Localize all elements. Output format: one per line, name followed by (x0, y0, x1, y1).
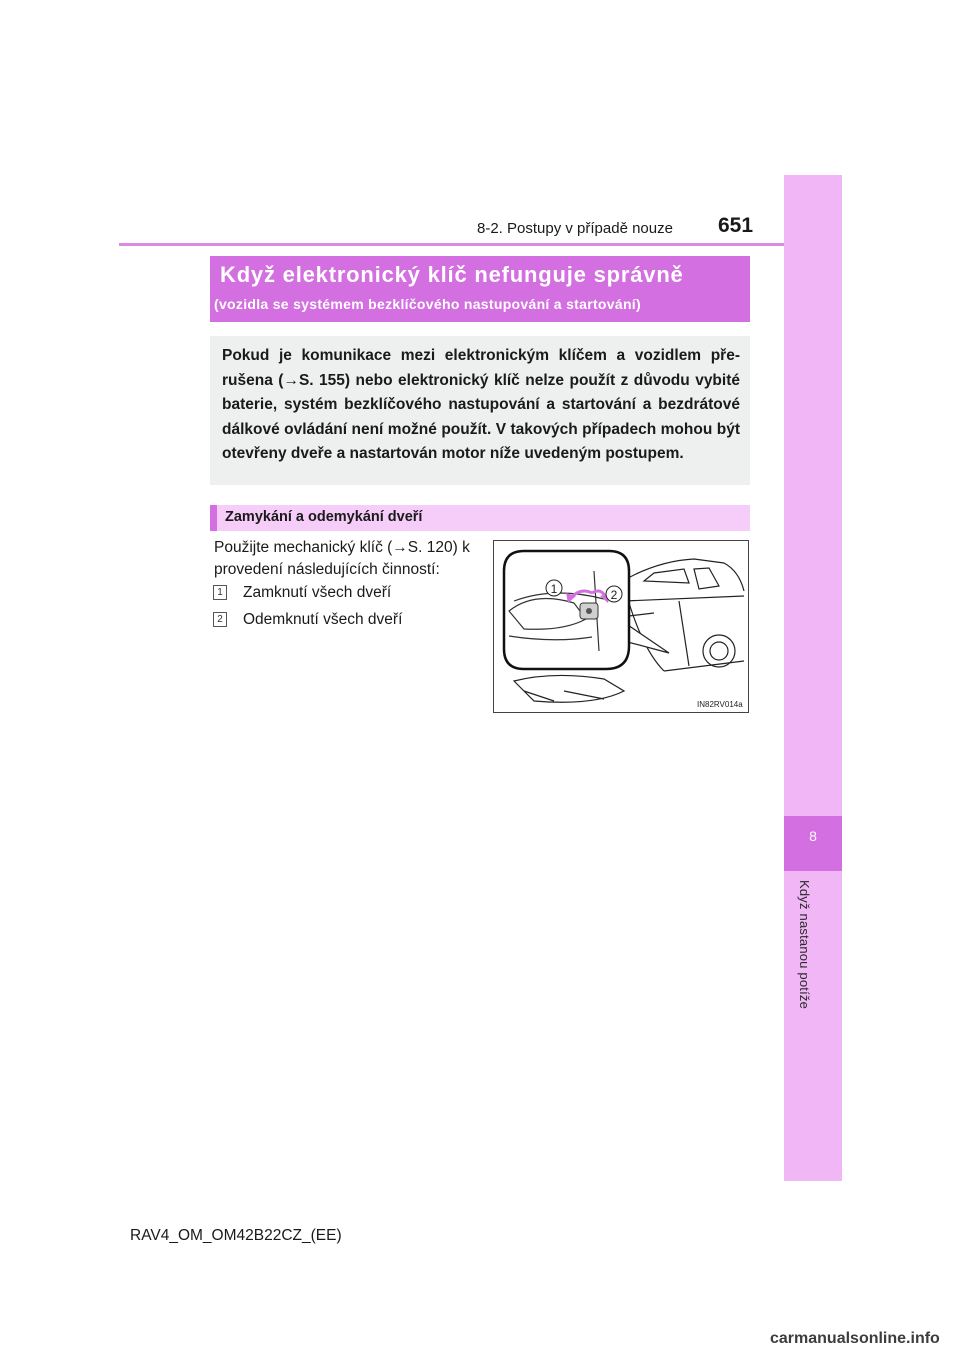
step-text: Zamknutí všech dveří (243, 584, 392, 601)
subsection-heading: Zamykání a odemykání dveří (225, 509, 423, 525)
page-subtitle: (vozidla se systémem bezklíčového nastupování a startování) (214, 296, 641, 312)
step-number-icon: 1 (213, 585, 227, 600)
step-item (213, 611, 402, 629)
document-code: RAV4_OM_OM42B22CZ_(EE) (130, 1227, 342, 1244)
intro-text: Pokud je komunikace mezi elektronickým klíčem a vozidlem pře-rušena (→S. 155) nebo elektronický klíč nelze použít z důvodu vybité baterie, systém bezklíčového nastupování a startování a bezdrátové dálkové ovládání není možné použít. V takových případech mohou být otevřeny dveře a nastartován motor níže uvedeným postupem. (222, 347, 740, 463)
step-item (213, 584, 391, 602)
car-door-drawing (494, 541, 749, 713)
chapter-number: 8 (809, 828, 817, 844)
figure-code: IN82RV014a (697, 700, 743, 709)
callout-1: 1 (550, 582, 558, 596)
page-title: Když elektronický klíč nefunguje správně (220, 262, 684, 287)
watermark: carmanualsonline.info (770, 1330, 940, 1347)
header-rule (119, 243, 784, 246)
step-number-icon: 2 (213, 612, 227, 627)
step-text: Odemknutí všech dveří (243, 611, 403, 628)
callout-2: 2 (610, 588, 618, 602)
door-lock-illustration (493, 540, 749, 713)
chapter-title: Když nastanou potíže (797, 880, 812, 1010)
page-number: 651 (718, 214, 754, 237)
section-label: 8-2. Postupy v případě nouze (477, 220, 673, 237)
subsection-body: Použijte mechanický klíč (→S. 120) k provedení následujících činností: (214, 539, 470, 578)
